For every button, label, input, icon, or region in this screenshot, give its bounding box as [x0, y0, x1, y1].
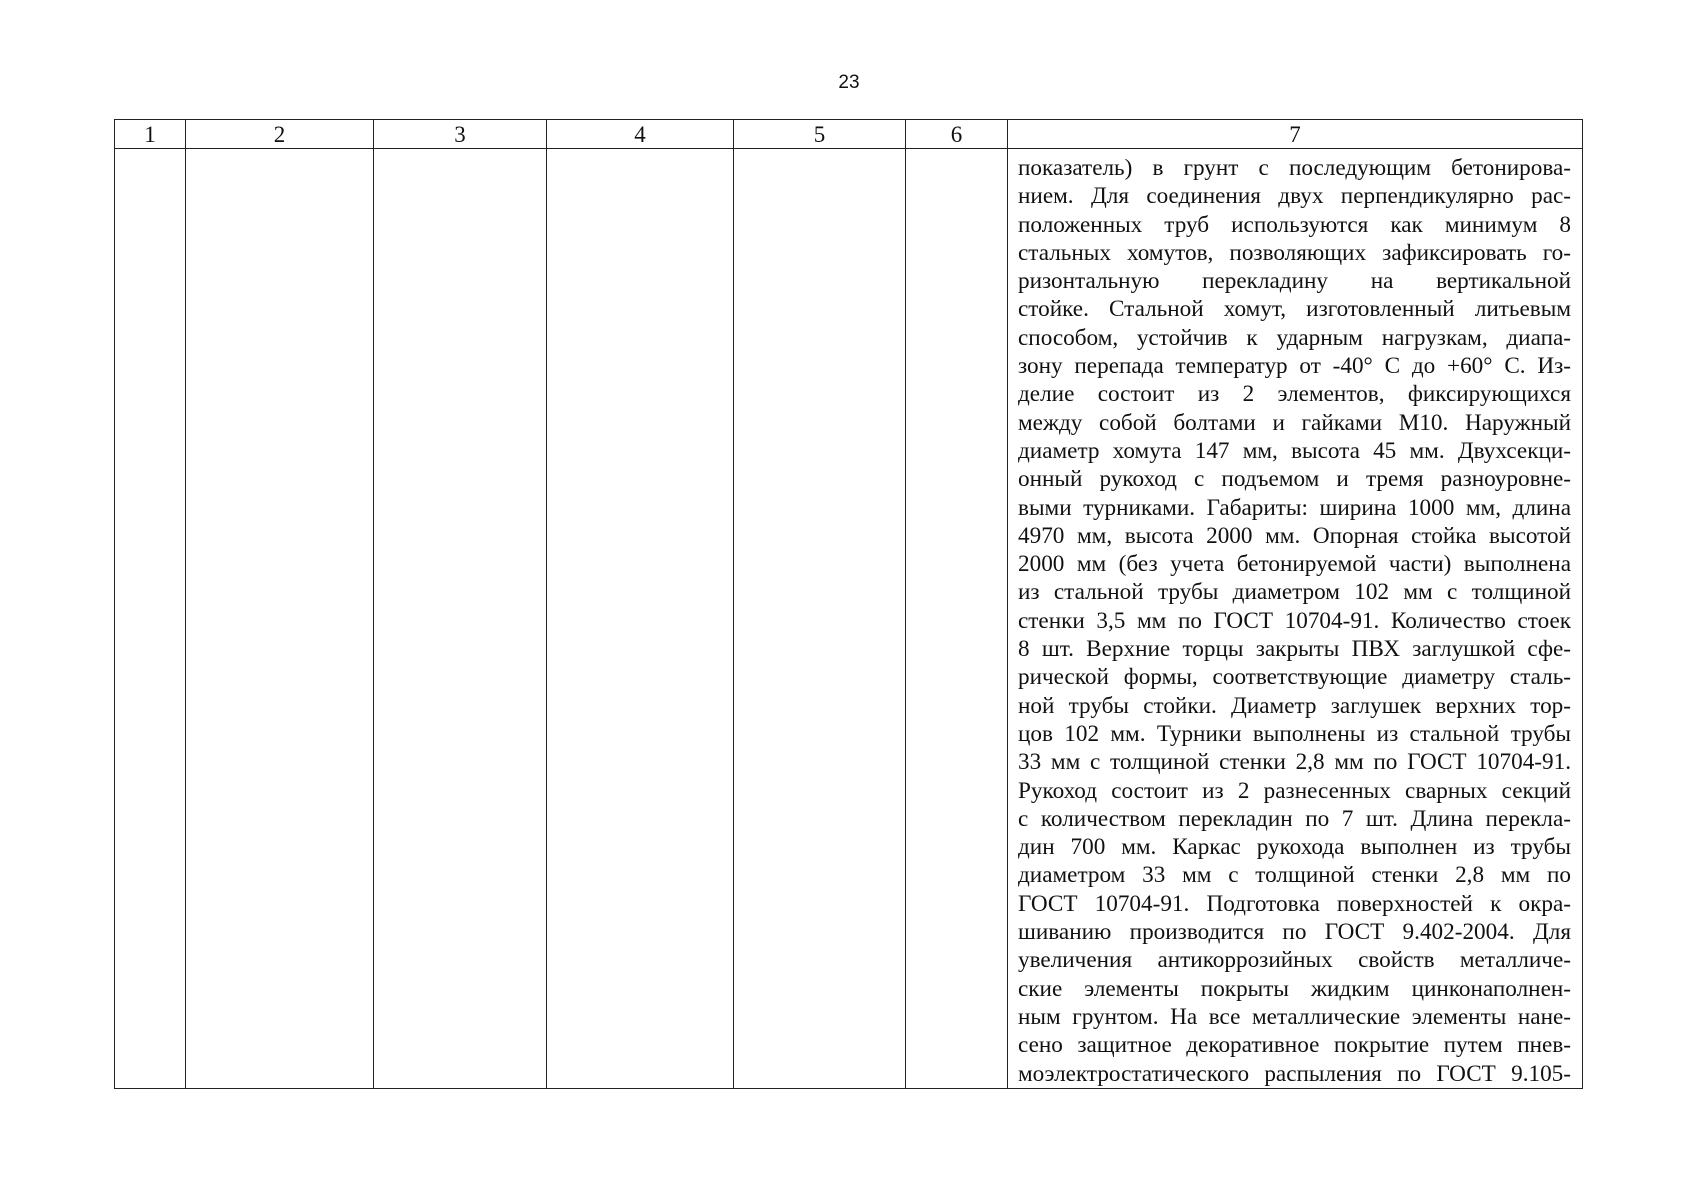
text-line: моэлектростатического распыления по ГОСТ 9.105- [1018, 1060, 1571, 1087]
column-header-5: 5 [734, 120, 906, 149]
column-header-3: 3 [374, 120, 547, 149]
text-line: онный рукоход с подъемом и тремя разноуровне- [1018, 466, 1571, 493]
table-cell-col-7 [1008, 149, 1583, 1089]
description-text [1008, 149, 1582, 1088]
text-line: 2000 мм (без учета бетонируемой части) выполнена [1018, 551, 1571, 578]
text-line: ГОСТ 10704-91. Подготовка поверхностей к окра- [1018, 890, 1571, 917]
page-number: 23 [838, 72, 860, 93]
text-line: стальных хомутов, позволяющих зафиксировать го- [1018, 239, 1571, 266]
text-line: ские элементы покрыты жидким цинконаполнен- [1018, 975, 1571, 1002]
table-cell-col-3 [374, 149, 547, 1089]
text-line: способом, устойчив к ударным нагрузкам, диапа- [1018, 324, 1571, 351]
text-line: шиванию производится по ГОСТ 9.402-2004. Для [1018, 919, 1571, 946]
text-line: Рукоход состоит из 2 разнесенных сварных секций [1018, 777, 1571, 804]
text-line: дин 700 мм. Каркас рукохода выполнен из трубы [1018, 834, 1571, 861]
text-line: увеличения антикоррозийных свойств металличе- [1018, 947, 1571, 974]
text-line: 4970 мм, высота 2000 мм. Опорная стойка высотой [1018, 522, 1571, 549]
text-line: с количеством перекладин по 7 шт. Длина перекла- [1018, 805, 1571, 832]
text-line: диаметр хомута 147 мм, высота 45 мм. Двухсекци- [1018, 437, 1571, 464]
column-header-2: 2 [186, 120, 374, 149]
column-header-6: 6 [906, 120, 1008, 149]
table-row [115, 149, 1583, 1089]
text-line: сено защитное декоративное покрытие путем пнев- [1018, 1032, 1571, 1059]
text-line: ризонтальную перекладину на вертикальной [1018, 268, 1571, 295]
text-line: положенных труб используются как минимум 8 [1018, 211, 1571, 238]
text-line: зону перепада температур от -40° С до +60° С. Из- [1018, 353, 1571, 380]
column-header-1: 1 [115, 120, 186, 149]
table-cell-col-6 [906, 149, 1008, 1089]
text-line: между собой болтами и гайками М10. Наружный [1018, 409, 1571, 436]
table-cell-col-5 [734, 149, 906, 1089]
text-line: стенки 3,5 мм по ГОСТ 10704-91. Количество стоек [1018, 607, 1571, 634]
text-line: показатель) в грунт с последующим бетонирова- [1018, 155, 1571, 181]
text-line: 33 мм с толщиной стенки 2,8 мм по ГОСТ 10704-91. [1018, 749, 1571, 776]
table-cell-col-1 [115, 149, 186, 1089]
table-cell-col-4 [547, 149, 734, 1089]
table-cell-col-2 [186, 149, 374, 1089]
column-header-7: 7 [1008, 120, 1583, 149]
text-line: ной трубы стойки. Диаметр заглушек верхних тор- [1018, 692, 1571, 719]
specification-table [114, 119, 1583, 1089]
text-line: нием. Для соединения двух перпендикулярно рас- [1018, 183, 1571, 210]
column-header-4: 4 [547, 120, 734, 149]
text-line: рической формы, соответствующие диаметру сталь- [1018, 664, 1571, 691]
text-line: ным грунтом. На все металлические элементы нане- [1018, 1003, 1571, 1030]
text-line: из стальной трубы диаметром 102 мм с толщиной [1018, 579, 1571, 606]
text-line: делие состоит из 2 элементов, фиксирующихся [1018, 381, 1571, 408]
text-line: выми турниками. Габариты: ширина 1000 мм, длина [1018, 494, 1571, 521]
header-row [115, 120, 1583, 149]
text-line: 8 шт. Верхние торцы закрыты ПВХ заглушкой сфе- [1018, 636, 1571, 663]
text-line: диаметром 33 мм с толщиной стенки 2,8 мм по [1018, 862, 1571, 889]
text-line: стойке. Стальной хомут, изготовленный литьевым [1018, 296, 1571, 323]
text-line: цов 102 мм. Турники выполнены из стальной трубы [1018, 720, 1571, 747]
